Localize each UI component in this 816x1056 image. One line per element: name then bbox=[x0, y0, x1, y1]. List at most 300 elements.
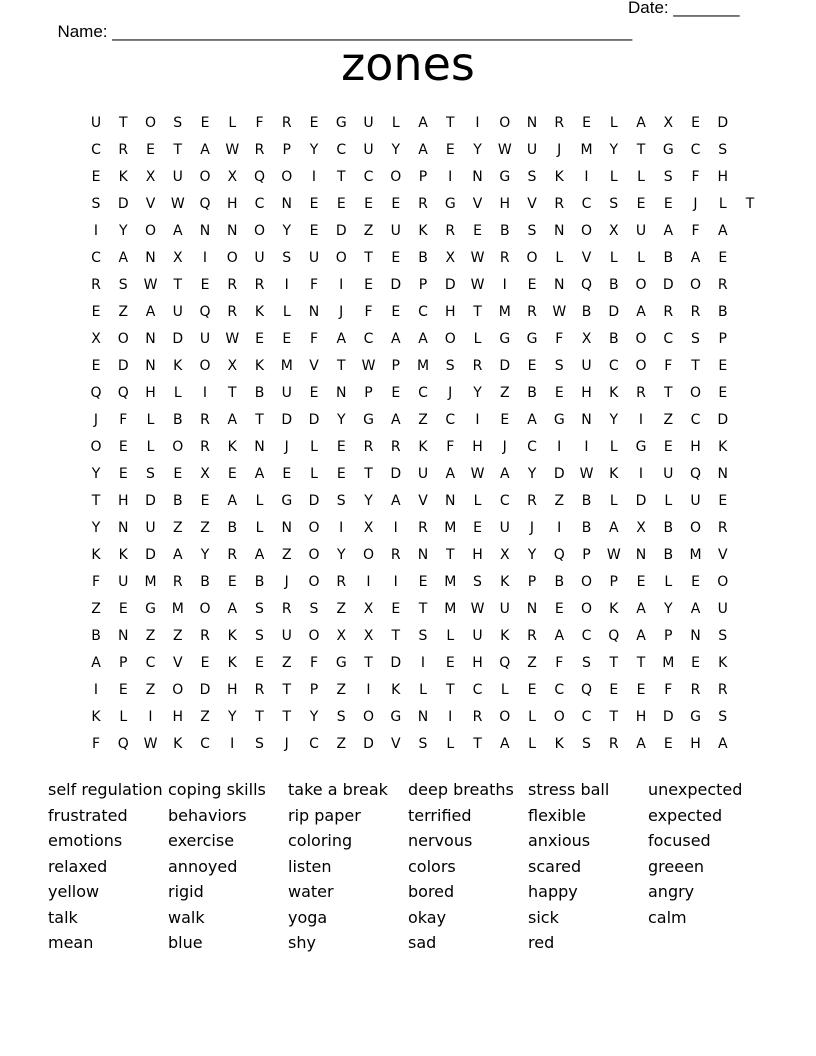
grid-letter[interactable]: I bbox=[393, 574, 398, 590]
grid-letter[interactable]: N bbox=[308, 304, 320, 320]
grid-letter[interactable]: H bbox=[226, 682, 238, 698]
grid-letter[interactable]: E bbox=[473, 223, 482, 239]
grid-letter[interactable]: E bbox=[691, 655, 700, 671]
grid-letter[interactable]: I bbox=[202, 250, 208, 266]
grid-letter[interactable]: Q bbox=[90, 385, 102, 401]
grid-letter[interactable]: B bbox=[418, 250, 428, 266]
grid-letter[interactable]: U bbox=[526, 142, 538, 158]
grid-letter[interactable]: N bbox=[281, 520, 292, 536]
grid-letter[interactable]: A bbox=[390, 412, 401, 428]
grid-letter[interactable]: S bbox=[118, 277, 128, 293]
grid-letter[interactable]: G bbox=[690, 709, 701, 725]
grid-letter[interactable]: T bbox=[473, 304, 482, 320]
grid-letter[interactable]: G bbox=[335, 115, 347, 131]
grid-letter[interactable]: O bbox=[444, 331, 456, 347]
grid-letter[interactable]: S bbox=[91, 196, 101, 212]
grid-letter[interactable]: R bbox=[254, 142, 265, 158]
grid-letter[interactable]: O bbox=[226, 250, 238, 266]
grid-letter[interactable]: R bbox=[499, 250, 510, 266]
grid-letter[interactable]: E bbox=[227, 574, 237, 590]
grid-letter[interactable]: C bbox=[690, 142, 701, 158]
grid-letter[interactable]: E bbox=[391, 196, 401, 212]
grid-letter[interactable]: A bbox=[254, 466, 265, 482]
grid-letter[interactable]: S bbox=[336, 709, 346, 725]
grid-letter[interactable]: E bbox=[473, 520, 482, 536]
grid-letter[interactable]: N bbox=[145, 358, 156, 374]
grid-letter[interactable]: D bbox=[662, 277, 674, 293]
grid-letter[interactable]: N bbox=[118, 520, 129, 536]
grid-letter[interactable]: T bbox=[118, 115, 128, 131]
grid-letter[interactable]: J bbox=[339, 304, 344, 320]
grid-letter[interactable]: O bbox=[144, 115, 157, 131]
grid-letter[interactable]: Z bbox=[281, 547, 292, 563]
grid-letter[interactable]: Y bbox=[200, 547, 210, 563]
grid-letter[interactable]: K bbox=[609, 385, 619, 401]
grid-letter[interactable]: Z bbox=[281, 655, 292, 671]
grid-letter[interactable]: B bbox=[172, 412, 183, 428]
grid-letter[interactable]: R bbox=[336, 574, 347, 590]
grid-letter[interactable]: U bbox=[417, 466, 429, 482]
grid-letter[interactable]: O bbox=[526, 250, 538, 266]
grid-letter[interactable]: Y bbox=[91, 520, 101, 536]
grid-letter[interactable]: R bbox=[717, 682, 728, 698]
grid-letter[interactable]: L bbox=[609, 250, 618, 266]
grid-letter[interactable]: X bbox=[227, 358, 238, 374]
grid-letter[interactable]: R bbox=[200, 412, 210, 428]
grid-letter[interactable]: Z bbox=[554, 493, 565, 509]
grid-letter[interactable]: X bbox=[91, 331, 101, 347]
grid-letter[interactable]: E bbox=[636, 574, 646, 590]
grid-letter[interactable]: Y bbox=[118, 223, 128, 239]
grid-letter[interactable]: B bbox=[717, 304, 728, 320]
grid-letter[interactable]: D bbox=[172, 331, 184, 347]
grid-letter[interactable]: A bbox=[200, 142, 210, 158]
grid-letter[interactable]: M bbox=[171, 601, 184, 617]
grid-letter[interactable]: E bbox=[200, 115, 210, 131]
grid-letter[interactable]: R bbox=[690, 304, 701, 320]
grid-letter[interactable]: H bbox=[226, 196, 238, 212]
grid-letter[interactable]: E bbox=[718, 250, 728, 266]
grid-letter[interactable]: E bbox=[91, 358, 101, 374]
grid-letter[interactable]: O bbox=[499, 709, 511, 725]
grid-letter[interactable]: I bbox=[638, 466, 644, 482]
grid-letter[interactable]: D bbox=[145, 493, 156, 509]
grid-letter[interactable]: O bbox=[635, 358, 647, 374]
grid-letter[interactable]: L bbox=[119, 709, 128, 725]
grid-letter[interactable]: Z bbox=[172, 628, 183, 644]
grid-letter[interactable]: T bbox=[663, 385, 673, 401]
grid-letter[interactable]: O bbox=[362, 709, 375, 725]
grid-letter[interactable]: C bbox=[418, 304, 428, 320]
grid-letter[interactable]: T bbox=[282, 709, 292, 725]
grid-letter[interactable]: T bbox=[282, 682, 292, 698]
grid-letter[interactable]: V bbox=[717, 547, 728, 563]
grid-letter[interactable]: E bbox=[364, 196, 373, 212]
grid-letter[interactable]: D bbox=[390, 655, 402, 671]
grid-letter[interactable]: L bbox=[473, 493, 482, 509]
grid-letter[interactable]: M bbox=[280, 358, 293, 374]
grid-letter[interactable]: X bbox=[445, 250, 456, 266]
grid-letter[interactable]: K bbox=[254, 304, 265, 320]
grid-letter[interactable]: E bbox=[255, 655, 264, 671]
grid-letter[interactable]: D bbox=[117, 196, 129, 212]
grid-letter[interactable]: H bbox=[690, 736, 701, 752]
grid-letter[interactable]: C bbox=[527, 439, 537, 455]
grid-letter[interactable]: A bbox=[227, 493, 238, 509]
name-field-label[interactable]: Name: _______________________________________________________ bbox=[57, 22, 633, 41]
grid-letter[interactable]: A bbox=[663, 223, 674, 239]
grid-letter[interactable]: T bbox=[364, 250, 373, 266]
grid-letter[interactable]: B bbox=[227, 520, 238, 536]
grid-letter[interactable]: A bbox=[390, 493, 401, 509]
grid-letter[interactable]: J bbox=[529, 520, 535, 536]
grid-letter[interactable]: S bbox=[255, 628, 264, 644]
grid-letter[interactable]: T bbox=[391, 628, 401, 644]
grid-letter[interactable]: O bbox=[172, 439, 184, 455]
grid-letter[interactable]: T bbox=[255, 709, 264, 725]
grid-letter[interactable]: A bbox=[172, 223, 183, 239]
grid-letter[interactable]: H bbox=[499, 196, 511, 212]
grid-letter[interactable]: R bbox=[472, 358, 483, 374]
grid-letter[interactable]: A bbox=[636, 736, 646, 752]
grid-letter[interactable]: W bbox=[606, 547, 621, 563]
grid-letter[interactable]: R bbox=[118, 142, 129, 158]
grid-letter[interactable]: W bbox=[497, 142, 512, 158]
grid-letter[interactable]: N bbox=[145, 331, 156, 347]
grid-letter[interactable]: Q bbox=[253, 169, 266, 185]
grid-letter[interactable]: A bbox=[91, 655, 101, 671]
grid-letter[interactable]: L bbox=[664, 493, 673, 509]
grid-letter[interactable]: E bbox=[200, 655, 210, 671]
grid-letter[interactable]: R bbox=[281, 601, 292, 617]
grid-letter[interactable]: M bbox=[444, 520, 457, 536]
grid-letter[interactable]: R bbox=[172, 574, 183, 590]
grid-letter[interactable]: U bbox=[390, 223, 401, 239]
grid-letter[interactable]: U bbox=[717, 601, 728, 617]
grid-letter[interactable]: P bbox=[582, 547, 591, 563]
grid-letter[interactable]: W bbox=[552, 304, 567, 320]
grid-letter[interactable]: D bbox=[199, 682, 211, 698]
grid-letter[interactable]: X bbox=[663, 115, 674, 131]
grid-letter[interactable]: Y bbox=[609, 412, 619, 428]
grid-letter[interactable]: C bbox=[91, 142, 101, 158]
grid-letter[interactable]: U bbox=[363, 142, 374, 158]
grid-letter[interactable]: O bbox=[362, 547, 375, 563]
grid-letter[interactable]: C bbox=[309, 736, 319, 752]
grid-letter[interactable]: O bbox=[172, 682, 184, 698]
grid-letter[interactable]: Z bbox=[172, 520, 183, 536]
grid-letter[interactable]: O bbox=[635, 331, 647, 347]
grid-letter[interactable]: U bbox=[281, 385, 292, 401]
grid-letter[interactable]: N bbox=[227, 223, 238, 239]
grid-letter[interactable]: L bbox=[609, 439, 618, 455]
grid-letter[interactable]: T bbox=[418, 601, 428, 617]
grid-letter[interactable]: D bbox=[390, 466, 402, 482]
grid-letter[interactable]: O bbox=[335, 250, 347, 266]
grid-letter[interactable]: O bbox=[90, 439, 102, 455]
grid-letter[interactable]: B bbox=[581, 520, 592, 536]
grid-letter[interactable]: O bbox=[308, 628, 320, 644]
grid-letter[interactable]: E bbox=[227, 466, 237, 482]
grid-letter[interactable]: I bbox=[93, 223, 99, 239]
grid-letter[interactable]: W bbox=[470, 601, 485, 617]
grid-letter[interactable]: T bbox=[255, 412, 264, 428]
grid-letter[interactable]: W bbox=[470, 466, 485, 482]
grid-letter[interactable]: N bbox=[145, 250, 156, 266]
grid-letter[interactable]: B bbox=[254, 385, 265, 401]
grid-letter[interactable]: E bbox=[118, 439, 128, 455]
grid-letter[interactable]: I bbox=[93, 682, 99, 698]
grid-letter[interactable]: Z bbox=[91, 601, 101, 617]
grid-letter[interactable]: I bbox=[420, 655, 426, 671]
grid-letter[interactable]: C bbox=[363, 169, 374, 185]
grid-letter[interactable]: F bbox=[309, 277, 319, 293]
grid-letter[interactable]: L bbox=[391, 115, 400, 131]
grid-letter[interactable]: M bbox=[144, 574, 157, 590]
grid-letter[interactable]: Q bbox=[117, 385, 129, 401]
grid-letter[interactable]: Q bbox=[117, 736, 129, 752]
grid-letter[interactable]: A bbox=[717, 736, 728, 752]
grid-letter[interactable]: C bbox=[690, 412, 701, 428]
grid-letter[interactable]: O bbox=[635, 277, 647, 293]
grid-letter[interactable]: Q bbox=[553, 547, 565, 563]
grid-letter[interactable]: K bbox=[554, 736, 564, 752]
grid-letter[interactable]: N bbox=[717, 466, 728, 482]
grid-letter[interactable]: L bbox=[419, 682, 427, 698]
grid-letter[interactable]: N bbox=[581, 412, 592, 428]
grid-letter[interactable]: B bbox=[663, 547, 674, 563]
grid-letter[interactable]: M bbox=[444, 601, 457, 617]
grid-letter[interactable]: O bbox=[199, 601, 211, 617]
grid-letter[interactable]: I bbox=[202, 385, 208, 401]
grid-letter[interactable]: B bbox=[608, 331, 619, 347]
grid-letter[interactable]: S bbox=[663, 169, 673, 185]
grid-letter[interactable]: M bbox=[580, 142, 593, 158]
grid-letter[interactable]: S bbox=[691, 331, 700, 347]
grid-letter[interactable]: F bbox=[255, 115, 264, 131]
grid-letter[interactable]: T bbox=[636, 142, 646, 158]
grid-letter[interactable]: R bbox=[527, 304, 537, 320]
grid-letter[interactable]: L bbox=[718, 196, 727, 212]
grid-letter[interactable]: A bbox=[445, 466, 456, 482]
grid-letter[interactable]: V bbox=[418, 493, 428, 509]
grid-letter[interactable]: A bbox=[254, 547, 265, 563]
grid-letter[interactable]: S bbox=[527, 223, 537, 239]
grid-letter[interactable]: M bbox=[689, 547, 702, 563]
grid-letter[interactable]: E bbox=[118, 601, 128, 617]
grid-letter[interactable]: R bbox=[363, 439, 374, 455]
grid-letter[interactable]: H bbox=[472, 655, 483, 671]
grid-letter[interactable]: I bbox=[339, 520, 344, 536]
grid-letter[interactable]: W bbox=[470, 277, 485, 293]
grid-letter[interactable]: I bbox=[502, 277, 507, 293]
grid-letter[interactable]: S bbox=[554, 358, 564, 374]
grid-letter[interactable]: O bbox=[689, 385, 702, 401]
grid-letter[interactable]: B bbox=[581, 304, 592, 320]
grid-letter[interactable]: R bbox=[554, 196, 565, 212]
grid-letter[interactable]: E bbox=[391, 385, 401, 401]
grid-letter[interactable]: X bbox=[227, 169, 238, 185]
grid-letter[interactable]: C bbox=[608, 358, 619, 374]
grid-letter[interactable]: K bbox=[500, 628, 510, 644]
grid-letter[interactable]: Z bbox=[499, 385, 510, 401]
grid-letter[interactable]: D bbox=[308, 412, 320, 428]
grid-letter[interactable]: U bbox=[690, 493, 701, 509]
grid-letter[interactable]: V bbox=[390, 736, 401, 752]
grid-letter[interactable]: E bbox=[609, 682, 619, 698]
grid-letter[interactable]: W bbox=[225, 142, 240, 158]
grid-letter[interactable]: N bbox=[472, 169, 483, 185]
grid-letter[interactable]: X bbox=[499, 547, 510, 563]
grid-letter[interactable]: A bbox=[636, 304, 646, 320]
grid-letter[interactable]: X bbox=[363, 520, 374, 536]
grid-letter[interactable]: Z bbox=[336, 601, 347, 617]
grid-letter[interactable]: Q bbox=[199, 196, 211, 212]
grid-letter[interactable]: F bbox=[119, 412, 128, 428]
grid-letter[interactable]: H bbox=[717, 169, 729, 185]
grid-letter[interactable]: L bbox=[173, 385, 182, 401]
grid-letter[interactable]: E bbox=[173, 466, 183, 482]
grid-letter[interactable]: K bbox=[173, 736, 183, 752]
grid-letter[interactable]: V bbox=[309, 358, 319, 374]
grid-letter[interactable]: K bbox=[418, 223, 428, 239]
grid-letter[interactable]: H bbox=[472, 547, 483, 563]
grid-letter[interactable]: E bbox=[309, 385, 319, 401]
grid-letter[interactable]: D bbox=[363, 736, 374, 752]
grid-letter[interactable]: K bbox=[118, 547, 128, 563]
grid-letter[interactable]: M bbox=[662, 655, 675, 671]
grid-letter[interactable]: E bbox=[527, 358, 537, 374]
grid-letter[interactable]: T bbox=[636, 655, 646, 671]
grid-letter[interactable]: U bbox=[254, 250, 265, 266]
grid-letter[interactable]: S bbox=[582, 736, 591, 752]
grid-letter[interactable]: I bbox=[311, 169, 317, 185]
grid-letter[interactable]: U bbox=[172, 304, 183, 320]
grid-letter[interactable]: Z bbox=[118, 304, 129, 320]
grid-letter[interactable]: C bbox=[581, 709, 592, 725]
grid-letter[interactable]: K bbox=[609, 601, 619, 617]
grid-letter[interactable]: A bbox=[527, 412, 537, 428]
grid-letter[interactable]: R bbox=[227, 304, 238, 320]
grid-letter[interactable]: B bbox=[663, 520, 674, 536]
grid-letter[interactable]: V bbox=[527, 196, 537, 212]
grid-letter[interactable]: A bbox=[636, 115, 646, 131]
grid-letter[interactable]: T bbox=[745, 196, 755, 212]
grid-letter[interactable]: Y bbox=[609, 142, 619, 158]
grid-letter[interactable]: M bbox=[498, 304, 511, 320]
grid-letter[interactable]: X bbox=[172, 250, 183, 266]
grid-letter[interactable]: U bbox=[635, 223, 647, 239]
grid-letter[interactable]: A bbox=[390, 331, 401, 347]
grid-letter[interactable]: P bbox=[527, 574, 537, 590]
grid-letter[interactable]: K bbox=[718, 655, 728, 671]
grid-letter[interactable]: B bbox=[581, 493, 592, 509]
grid-letter[interactable]: V bbox=[172, 655, 183, 671]
grid-letter[interactable]: F bbox=[664, 358, 673, 374]
grid-letter[interactable]: S bbox=[609, 196, 619, 212]
grid-letter[interactable]: O bbox=[580, 574, 593, 590]
grid-letter[interactable]: L bbox=[528, 709, 536, 725]
grid-letter[interactable]: S bbox=[582, 655, 591, 671]
grid-letter[interactable]: S bbox=[718, 709, 728, 725]
grid-letter[interactable]: U bbox=[281, 628, 292, 644]
grid-letter[interactable]: X bbox=[363, 601, 374, 617]
grid-letter[interactable]: E bbox=[554, 601, 564, 617]
grid-letter[interactable]: I bbox=[393, 520, 398, 536]
grid-letter[interactable]: Y bbox=[227, 709, 237, 725]
grid-letter[interactable]: I bbox=[557, 520, 562, 536]
grid-letter[interactable]: S bbox=[445, 358, 455, 374]
grid-letter[interactable]: C bbox=[581, 196, 592, 212]
grid-letter[interactable]: T bbox=[609, 655, 619, 671]
grid-letter[interactable]: J bbox=[502, 439, 507, 455]
grid-letter[interactable]: E bbox=[309, 196, 319, 212]
grid-letter[interactable]: L bbox=[609, 169, 618, 185]
grid-letter[interactable]: F bbox=[364, 304, 373, 320]
grid-letter[interactable]: A bbox=[118, 250, 129, 266]
grid-letter[interactable]: I bbox=[339, 277, 344, 293]
grid-letter[interactable]: N bbox=[445, 493, 456, 509]
grid-letter[interactable]: K bbox=[500, 574, 510, 590]
grid-letter[interactable]: S bbox=[336, 493, 346, 509]
grid-letter[interactable]: R bbox=[227, 547, 238, 563]
grid-letter[interactable]: Y bbox=[364, 493, 373, 509]
grid-letter[interactable]: O bbox=[580, 223, 593, 239]
grid-letter[interactable]: B bbox=[608, 277, 619, 293]
grid-letter[interactable]: G bbox=[662, 142, 674, 158]
grid-letter[interactable]: J bbox=[93, 412, 99, 428]
grid-letter[interactable]: H bbox=[690, 439, 701, 455]
grid-letter[interactable]: R bbox=[472, 709, 483, 725]
grid-letter[interactable]: T bbox=[227, 385, 237, 401]
grid-letter[interactable]: J bbox=[284, 574, 289, 590]
grid-letter[interactable]: Z bbox=[336, 736, 347, 752]
grid-letter[interactable]: R bbox=[527, 493, 537, 509]
grid-letter[interactable]: R bbox=[445, 223, 456, 239]
grid-letter[interactable]: Z bbox=[527, 655, 537, 671]
grid-letter[interactable]: I bbox=[284, 277, 289, 293]
grid-letter[interactable]: W bbox=[579, 466, 594, 482]
grid-letter[interactable]: T bbox=[364, 466, 373, 482]
grid-letter[interactable]: Q bbox=[608, 628, 620, 644]
grid-letter[interactable]: Q bbox=[689, 466, 702, 482]
grid-letter[interactable]: Q bbox=[199, 304, 211, 320]
grid-letter[interactable]: R bbox=[200, 439, 210, 455]
grid-letter[interactable]: W bbox=[170, 196, 185, 212]
grid-letter[interactable]: S bbox=[146, 466, 155, 482]
grid-letter[interactable]: E bbox=[336, 466, 346, 482]
grid-letter[interactable]: P bbox=[119, 655, 128, 671]
grid-letter[interactable]: T bbox=[173, 277, 183, 293]
grid-letter[interactable]: U bbox=[308, 250, 320, 266]
grid-letter[interactable]: D bbox=[553, 466, 565, 482]
grid-letter[interactable]: A bbox=[690, 250, 701, 266]
grid-letter[interactable]: G bbox=[363, 412, 374, 428]
grid-letter[interactable]: C bbox=[445, 412, 456, 428]
grid-letter[interactable]: T bbox=[173, 142, 183, 158]
grid-letter[interactable]: D bbox=[635, 493, 647, 509]
grid-letter[interactable]: E bbox=[391, 250, 401, 266]
grid-letter[interactable]: N bbox=[554, 277, 565, 293]
grid-letter[interactable]: A bbox=[717, 223, 728, 239]
grid-letter[interactable]: X bbox=[336, 628, 347, 644]
grid-letter[interactable]: R bbox=[254, 682, 265, 698]
grid-letter[interactable]: W bbox=[361, 358, 376, 374]
grid-letter[interactable]: P bbox=[282, 142, 291, 158]
grid-letter[interactable]: N bbox=[526, 115, 538, 131]
grid-letter[interactable]: L bbox=[146, 412, 155, 428]
grid-letter[interactable]: C bbox=[418, 385, 428, 401]
